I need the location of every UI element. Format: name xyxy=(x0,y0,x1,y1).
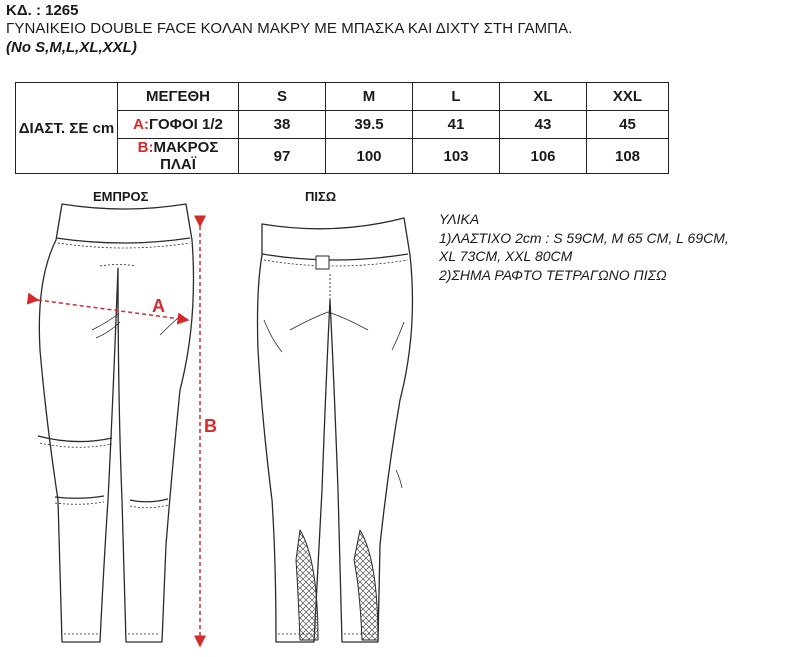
available-sizes: (No S,M,L,XL,XXL) xyxy=(6,39,137,56)
size-xl: XL xyxy=(500,83,587,111)
front-leggings-drawing xyxy=(38,204,194,642)
table-cell: 100 xyxy=(326,139,413,174)
materials-title: ΥΛΙΚΑ xyxy=(439,211,480,227)
measure-name-a: ΓΟΦΟΙ 1/2 xyxy=(148,116,223,133)
size-s: S xyxy=(239,83,326,111)
measure-code-b: B: xyxy=(137,139,154,156)
materials-line-2: XL 73CM, XXL 80CM xyxy=(439,248,573,264)
table-cell: 103 xyxy=(413,139,500,174)
table-cell: 108 xyxy=(587,139,669,174)
back-view-label: ΠΙΣΩ xyxy=(305,189,337,204)
table-cell: 43 xyxy=(500,111,587,139)
front-view-label: ΕΜΠΡΟΣ xyxy=(93,189,149,204)
measure-name-b: ΜΑΚΡΟΣ ΠΛΑΪ xyxy=(153,139,219,173)
size-m: M xyxy=(326,83,413,111)
size-xxl: XXL xyxy=(587,83,669,111)
dimensions-header: ΔΙΑΣΤ. ΣΕ cm xyxy=(16,83,118,174)
materials-line-3: 2)ΣΗΜΑ ΡΑΦΤΟ ΤΕΤΡΑΓΩΝΟ ΠΙΣΩ xyxy=(439,266,667,283)
table-cell: 39.5 xyxy=(326,111,413,139)
table-cell: 38 xyxy=(239,111,326,139)
measure-a-marker: A xyxy=(152,296,165,316)
product-code: ΚΔ. : 1265 xyxy=(6,2,79,19)
table-cell: 45 xyxy=(587,111,669,139)
measure-code-a: A: xyxy=(133,116,149,133)
table-cell: 106 xyxy=(500,139,587,174)
back-leggings-drawing xyxy=(258,218,413,642)
measure-b-marker: B xyxy=(204,416,217,436)
table-cell: 41 xyxy=(413,111,500,139)
product-description: ΓΥΝΑΙΚΕΙΟ DOUBLE FACE ΚΟΛΑΝ ΜΑΚΡΥ ΜΕ ΜΠΑΣΚΑ ΚΑΙ ΔΙΧΤΥ ΣΤΗ ΓΑΜΠΑ. xyxy=(6,20,573,37)
size-l: L xyxy=(413,83,500,111)
sizes-header: ΜΕΓΕΘΗ xyxy=(118,83,239,111)
table-cell: 97 xyxy=(239,139,326,174)
materials-line-1: 1)ΛΑΣΤΙΧΟ 2cm : S 59CM, M 65 CM, L 69CM, xyxy=(439,229,729,246)
back-label-patch xyxy=(316,256,329,269)
